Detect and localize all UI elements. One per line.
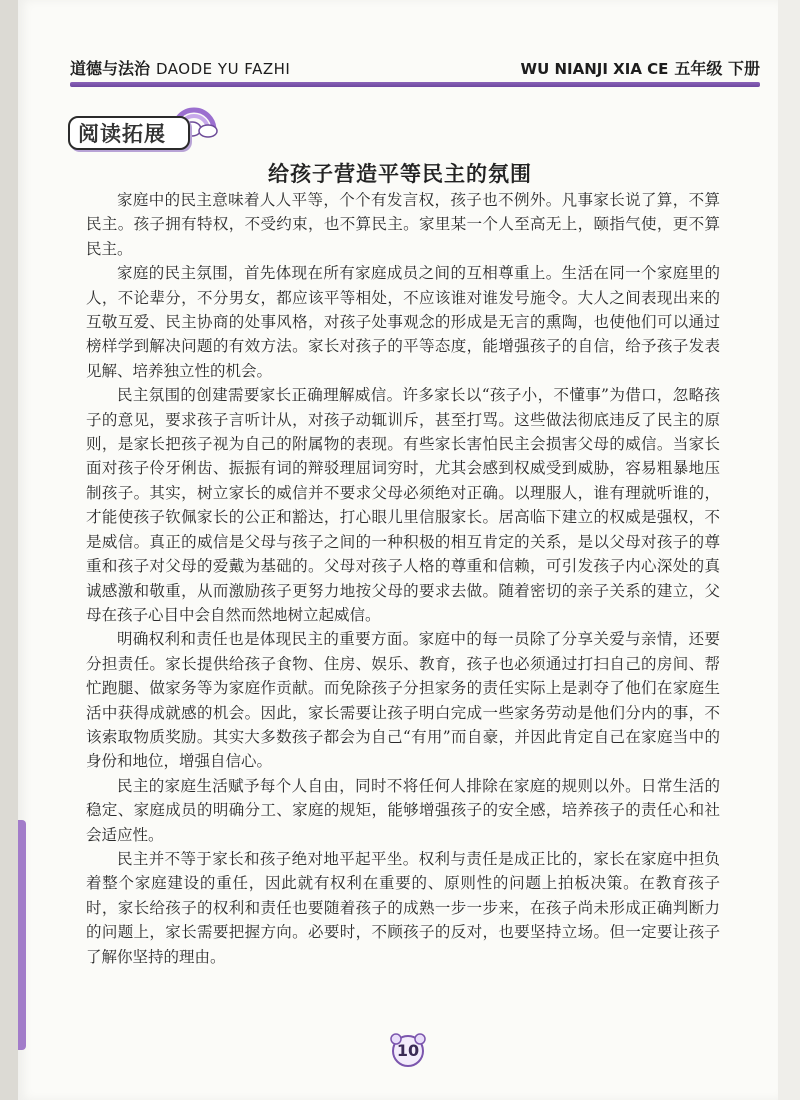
grade-pinyin: WU NIANJI XIA CE	[520, 60, 669, 78]
paragraph: 民主的家庭生活赋予每个人自由，同时不将任何人排除在家庭的规则以外。日常生活的稳定、家庭成员的明确分工、家庭的规矩，能够增强孩子的安全感，培养孩子的责任心和社会适应性。	[86, 776, 720, 844]
section-badge	[68, 104, 218, 148]
page-number: 10	[396, 1041, 420, 1060]
running-header	[70, 50, 760, 86]
article-body	[86, 188, 720, 969]
paragraph: 家庭中的民主意味着人人平等，个个有发言权，孩子也不例外。凡事家长说了算，不算民主。孩子拥有特权，不受约束，也不算民主。家里某一个人至高无上，颐指气使，更不算民主。	[86, 191, 720, 258]
paragraph: 民主并不等于家长和孩子绝对地平起平坐。权利与责任是成正比的，家长在家庭中担负着整个家庭建设的重任，因此就有权利在重要的、原则性的问题上拍板决策。在教育孩子时，家长给孩子的权利和责任也要随着孩子的成熟一步一步来，在孩子尚未形成正确判断力的问题上，家长需要把握方向。必要时，不顾孩子的反对，也要坚持立场。但一定要让孩子了解你坚持的理由。	[86, 849, 720, 966]
subject-cn: 道德与法治	[70, 59, 151, 78]
side-tab-decoration	[18, 820, 26, 1050]
header-divider	[70, 82, 760, 87]
paragraph: 家庭的民主氛围，首先体现在所有家庭成员之间的互相尊重上。生活在同一个家庭里的人，不论辈分，不分男女，都应该平等相处，不应该谁对谁发号施令。大人之间表现出来的互敬互爱、民主协商的处事风格，对孩子处事观念的形成是无言的熏陶，也使他们可以通过榜样学到解决问题的有效方法。家长对孩子的平等态度，能增强孩子的自信，给予孩子发表见解、培养独立性的机会。	[86, 264, 720, 380]
header-subject	[70, 56, 290, 79]
subject-pinyin: DAODE YU FAZHI	[156, 60, 291, 78]
badge-label: 阅读拓展	[78, 122, 166, 146]
header-grade	[521, 56, 760, 79]
paragraph: 明确权利和责任也是体现民主的重要方面。家庭中的每一员除了分享关爱与亲情，还要分担责任。家长提供给孩子食物、住房、娱乐、教育，孩子也必须通过打扫自己的房间、帮忙跑腿、做家务等为家庭作贡献。而免除孩子分担家务的责任实际上是剥夺了他们在家庭生活中获得成就感的机会。因此，家长需要让孩子明白完成一些家务劳动是他们分内的事，不该索取物质奖励。其实大多数孩子都会为自己“有用”而自豪，并因此肯定自己在家庭当中的身份和地位，增强自信心。	[86, 630, 720, 771]
page-number-badge	[388, 1030, 428, 1070]
article-title: 给孩子营造平等民主的氛围	[268, 162, 532, 186]
grade-cn: 五年级 下册	[674, 59, 760, 78]
paragraph: 民主氛围的创建需要家长正确理解威信。许多家长以“孩子小，不懂事”为借口，忽略孩子的意见，要求孩子言听计从，对孩子动辄训斥，甚至打骂。这些做法彻底违反了民主的原则，是家长把孩子视为自己的附属物的表现。有些家长害怕民主会损害父母的威信。当家长面对孩子伶牙俐齿、振振有词的辩驳理屈词穷时，尤其会感到权威受到威胁，容易粗暴地压制孩子。其实，树立家长的威信并不要求父母必须绝对正确。以理服人，谁有理就听谁的，才能使孩子钦佩家长的公正和豁达，打心眼儿里信服家长。居高临下建立的权威是强权，不是威信。真正的威信是父母与孩子之间的一种积极的相互肯定的关系，是以父母对孩子的尊重和孩子对父母的爱戴为基础的。父母对孩子人格的尊重和信赖，可引发孩子内心深处的真诚感激和敬重，从而激励孩子更努力地按父母的要求去做。随着密切的亲子关系的建立，父母在孩子心目中会自然而然地树立起威信。	[86, 386, 720, 624]
